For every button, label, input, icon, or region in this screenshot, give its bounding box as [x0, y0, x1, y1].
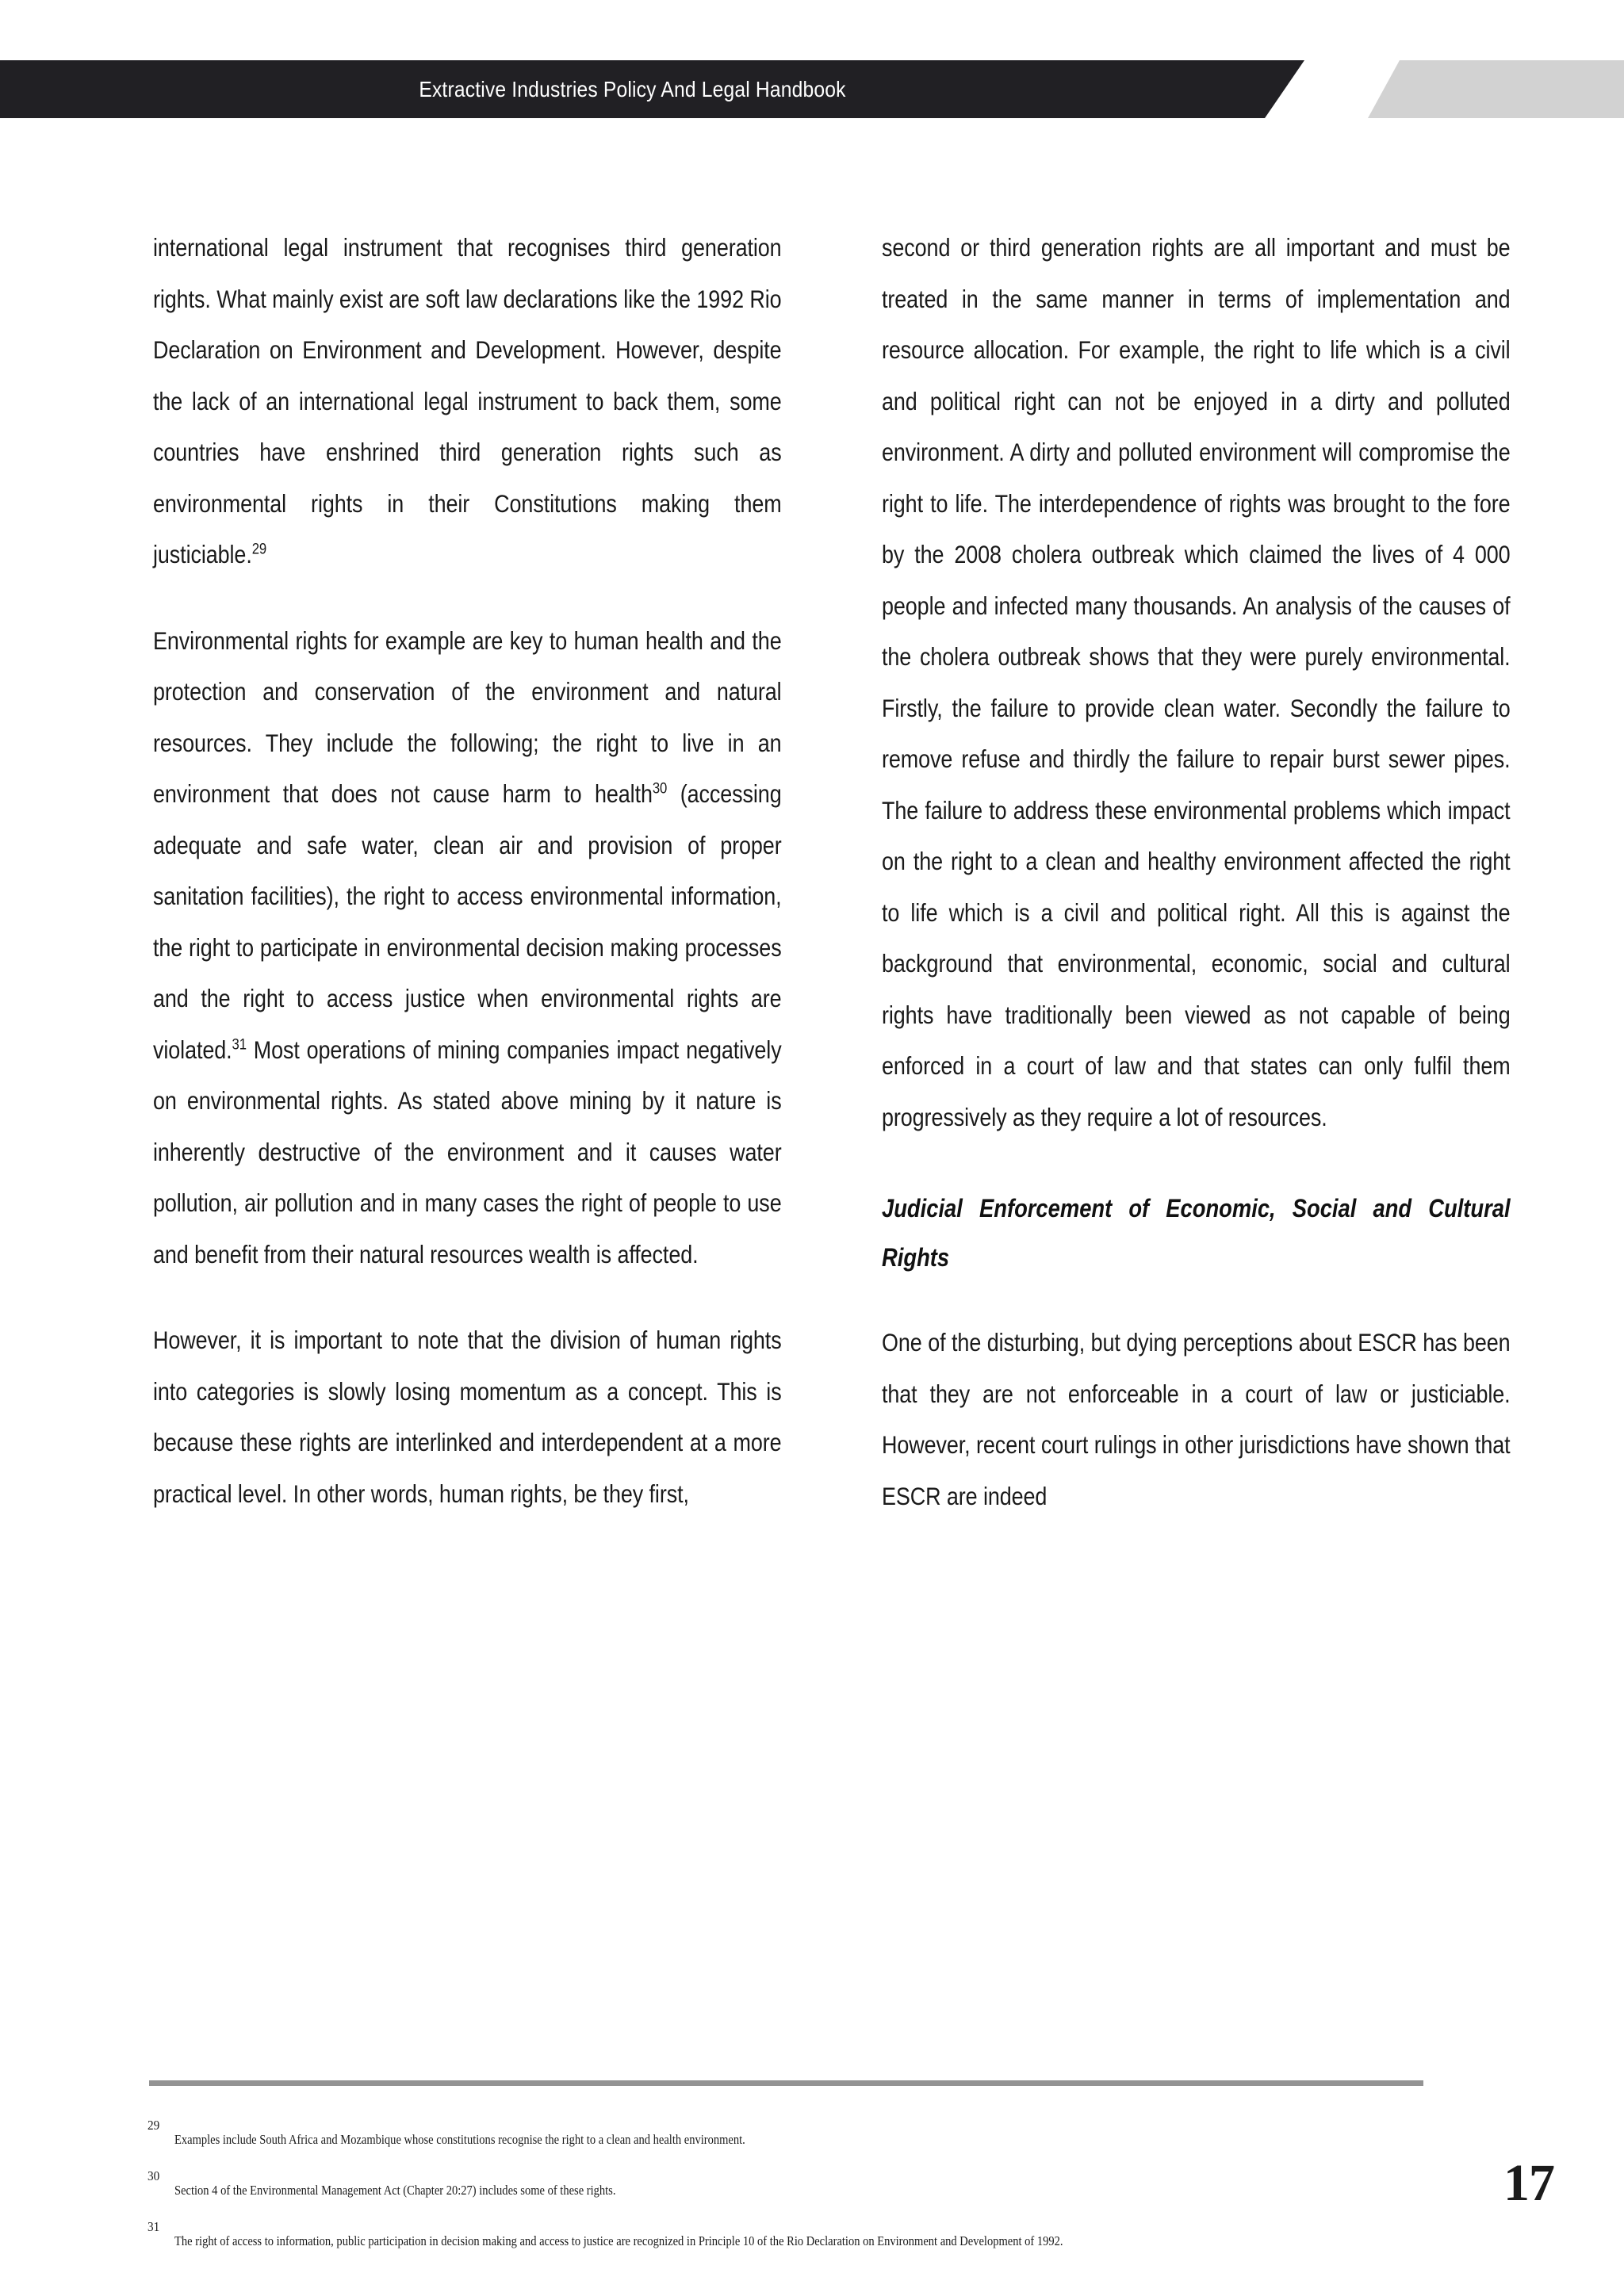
paragraph — [153, 222, 782, 580]
text-column-left — [153, 222, 782, 2030]
footnote-item — [147, 2169, 1456, 2204]
header-title: Extractive Industries Policy And Legal Handbook — [419, 76, 846, 101]
footnote-number: 29 — [147, 2118, 160, 2133]
footnote-number: 31 — [147, 2219, 160, 2234]
footnote-item — [147, 2118, 1456, 2153]
paragraph: However, it is important to note that the division of human rights into categories is slowly losing momentum as a concept. This is because these rights are interlinked and interdependent at a more practical level. In other words, human rights, be they first, — [153, 1326, 782, 1508]
page-header-banner — [0, 60, 1624, 118]
footnote-text: Section 4 of the Environmental Management Act (Chapter 20:27) includes some of these rights. — [174, 2183, 616, 2198]
footnote-separator-rule — [149, 2080, 1423, 2086]
footnote-ref-31[interactable]: 31 — [232, 1035, 247, 1053]
paragraph-text: international legal instrument that recognises third generation rights. What mainly exist are soft law declarations like the 1992 Rio Declaration on Environment and Development. However, despite the lack of an international legal instrument to back them, some countries have enshrined third generation rights such as environmental rights in their Constitutions making them justiciable. — [153, 233, 782, 568]
footnote-list — [147, 2118, 1456, 2271]
footnote-number: 30 — [147, 2168, 160, 2183]
paragraph: One of the disturbing, but dying perceptions about ESCR has been that they are not enforceable in a court of law or justiciable. However, recent court rulings in other jurisdictions have shown that ESCR are indeed — [882, 1328, 1511, 1510]
header-light-chevron — [1368, 60, 1624, 118]
footnote-text: The right of access to information, public participation in decision making and access to justice are recognized in Principle 10 of the Rio Declaration on Environment and Development of 1992. — [174, 2233, 1063, 2248]
paragraph — [153, 615, 782, 1280]
paragraph-text: Environmental rights for example are key to human health and the protection and conservation of the environment and natural resources. They include the following; the right to live in an environment that does not cause harm to health — [153, 626, 782, 808]
section-subheading: Judicial Enforcement of Economic, Social and Cultural Rights — [882, 1194, 1511, 1272]
footnote-text: Examples include South Africa and Mozambique whose constitutions recognise the right to a clean and health environment. — [174, 2132, 745, 2147]
footnote-ref-29[interactable]: 29 — [251, 540, 267, 558]
paragraph: second or third generation rights are all important and must be treated in the same manner in terms of implementation and resource allocation. For example, the right to life which is a civil and political right can not be enjoyed in a dirty and polluted environment. A dirty and polluted environment will compromise the right to life. The interdependence of rights was brought to the fore by the 2008 cholera outbreak which claimed the lives of 4 000 people and infected many thousands. An analysis of the causes of the cholera outbreak shows that they were purely environmental. Firstly, the failure to provide clean water. Secondly the failure to remove refuse and thirdly the failure to repair burst sewer pipes. The failure to address these environmental problems which impact on the right to a clean and healthy environment affected the right to life which is a civil and political right. All this is against the background that environmental, economic, social and cultural rights have traditionally been viewed as not capable of being enforced in a court of law and that states can only fulfil them progressively as they require a lot of resources. — [882, 233, 1511, 1131]
page-number: 17 — [1503, 2154, 1554, 2212]
text-column-right — [882, 222, 1511, 2030]
footnote-item — [147, 2220, 1456, 2255]
page-content — [153, 222, 1511, 2030]
paragraph-text-cont2: Most operations of mining companies impact negatively on environmental rights. As stated above mining by it nature is inherently destructive of the environment and it causes water pollution, air pollution and in many cases the right of people to use and benefit from their natural resources wealth is affected. — [153, 1035, 782, 1269]
paragraph-text-cont: (accessing adequate and safe water, clean air and provision of proper sanitation facilities), the right to access environmental information, the right to participate in environmental decision making processes and the right to access justice when environmental rights are violated. — [153, 779, 782, 1064]
footnote-ref-30[interactable]: 30 — [652, 779, 668, 798]
